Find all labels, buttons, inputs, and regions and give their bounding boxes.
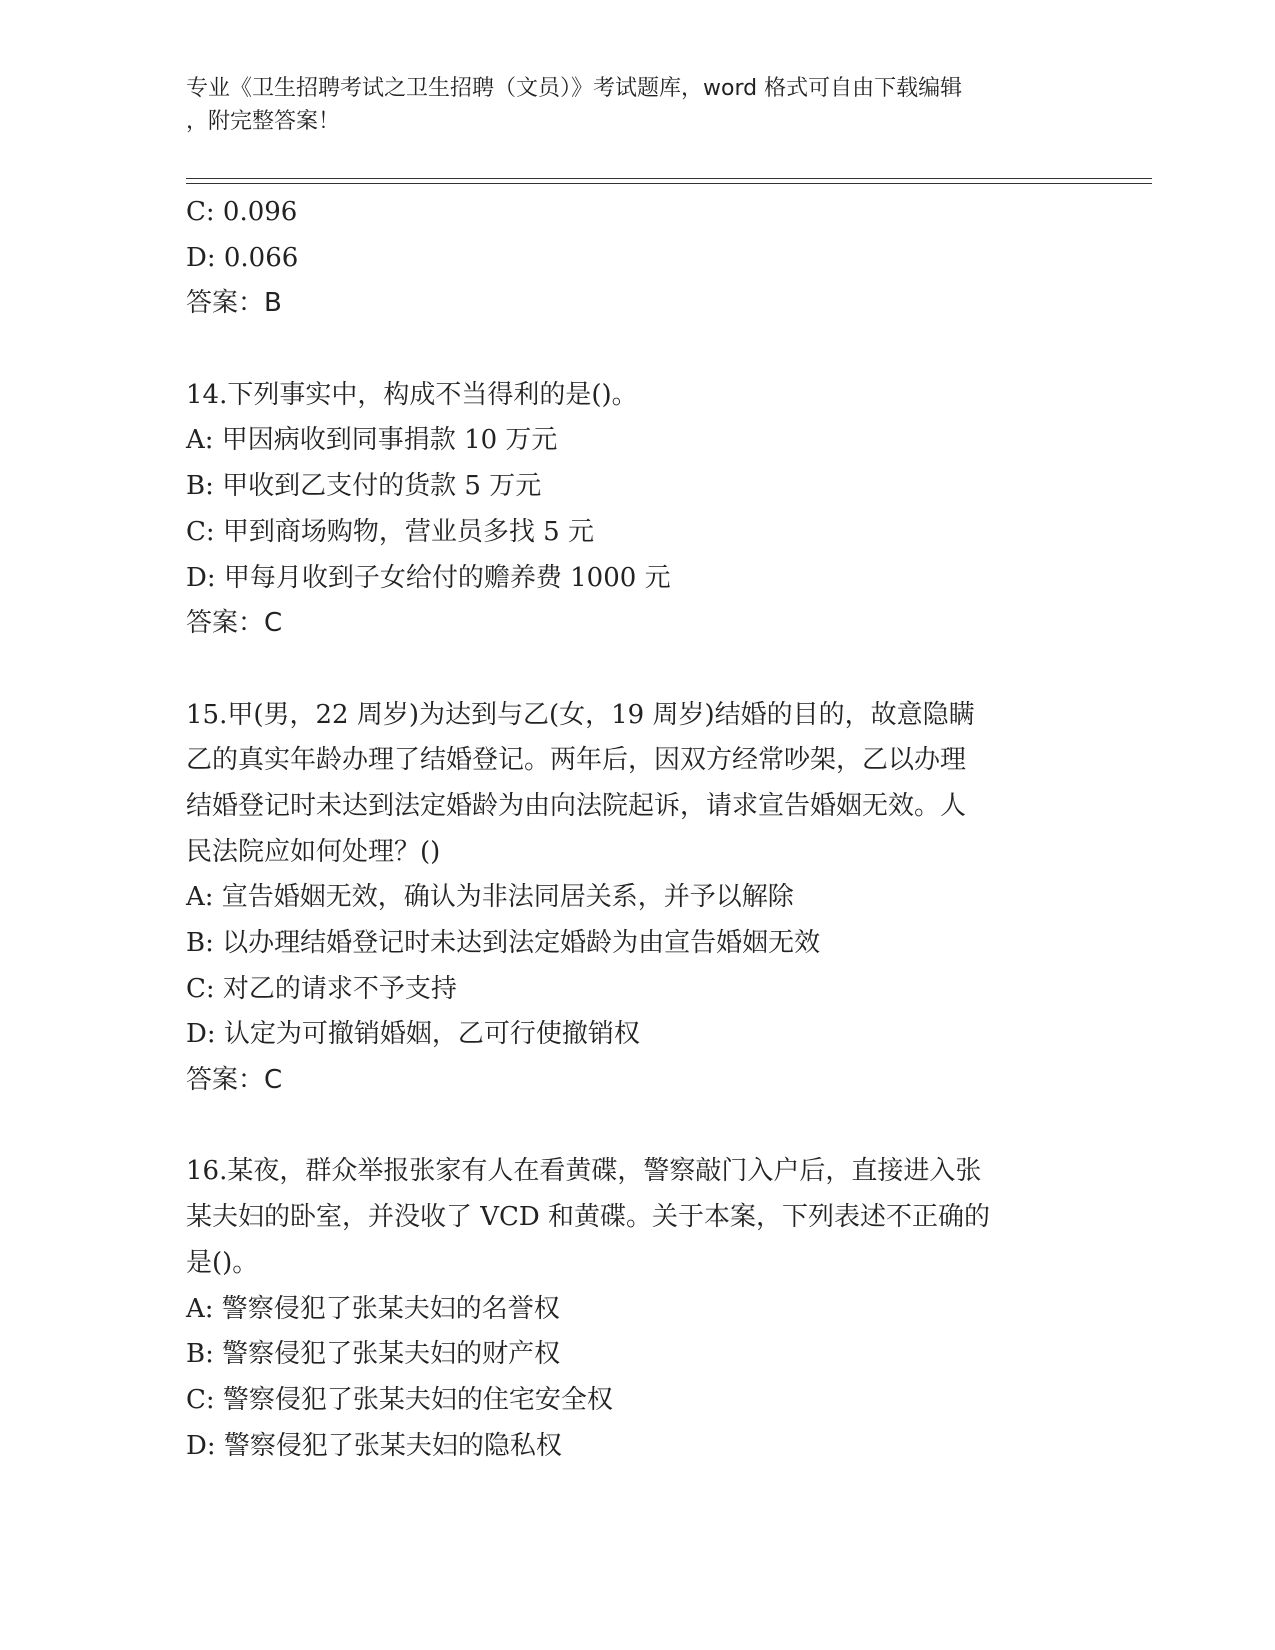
- question-16: [186, 1149, 1086, 1469]
- option-d: D: 0.066: [186, 242, 299, 273]
- question-14: [186, 373, 1086, 647]
- option-b: B: 以办理结婚登记时未达到法定婚龄为由宣告婚姻无效: [186, 928, 821, 958]
- question-15: [186, 693, 1086, 1104]
- option-d: D: 甲每月收到子女给付的赡养费 1000 元: [186, 562, 671, 593]
- option-a: A: 警察侵犯了张某夫妇的名誉权: [186, 1293, 560, 1324]
- header-rule-bottom: [186, 183, 1152, 184]
- question-stem-line: 16.某夜，群众举报张家有人在看黄碟，警察敲门入户后，直接进入张: [186, 1156, 982, 1187]
- document-header: [186, 72, 1066, 138]
- document-body: [186, 190, 1086, 1469]
- option-c: C: 甲到商场购物，营业员多找 5 元: [186, 516, 594, 547]
- question-stem-line: 结婚登记时未达到法定婚龄为由向法院起诉，请求宣告婚姻无效。人: [186, 790, 967, 821]
- option-b: B: 甲收到乙支付的货款 5 万元: [186, 471, 542, 502]
- answer: 答案：B: [186, 288, 282, 319]
- question-stem-line: 15.甲(男，22 周岁)为达到与乙(女，19 周岁)结婚的目的，故意隐瞒: [186, 699, 975, 730]
- option-d: D: 警察侵犯了张某夫妇的隐私权: [186, 1430, 562, 1461]
- option-c: C: 警察侵犯了张某夫妇的住宅安全权: [186, 1384, 613, 1415]
- question-stem-line: 某夫妇的卧室，并没收了 VCD 和黄碟。关于本案，下列表述不正确的: [186, 1202, 991, 1233]
- spacer: [186, 647, 1086, 693]
- option-a: A: 宣告婚姻无效，确认为非法同居关系，并予以解除: [186, 882, 794, 913]
- question-stem-line: 14.下列事实中，构成不当得利的是()。: [186, 379, 638, 410]
- spacer: [186, 327, 1086, 373]
- option-c: C: 对乙的请求不予支持: [186, 973, 457, 1004]
- question-stem-line: 是()。: [186, 1247, 259, 1278]
- answer: 答案：C: [186, 608, 283, 639]
- question-stem-line: 乙的真实年龄办理了结婚登记。两年后，因双方经常吵架，乙以办理: [186, 745, 967, 776]
- option-d: D: 认定为可撤销婚姻，乙可行使撤销权: [186, 1019, 640, 1050]
- option-b: B: 警察侵犯了张某夫妇的财产权: [186, 1339, 561, 1370]
- header-rule-top: [186, 178, 1152, 179]
- option-a: A: 甲因病收到同事捐款 10 万元: [186, 425, 558, 456]
- question-stem-line: 民法院应如何处理？(): [186, 836, 441, 867]
- answer: 答案：C: [186, 1065, 283, 1096]
- header-line-2: ，附完整答案！: [186, 109, 341, 134]
- header-line-1: 专业《卫生招聘考试之卫生招聘（文员）》考试题库，word 格式可自由下载编辑: [186, 76, 963, 101]
- spacer: [186, 1104, 1086, 1150]
- prev-question: [186, 190, 1086, 327]
- option-c: C: 0.096: [186, 197, 298, 227]
